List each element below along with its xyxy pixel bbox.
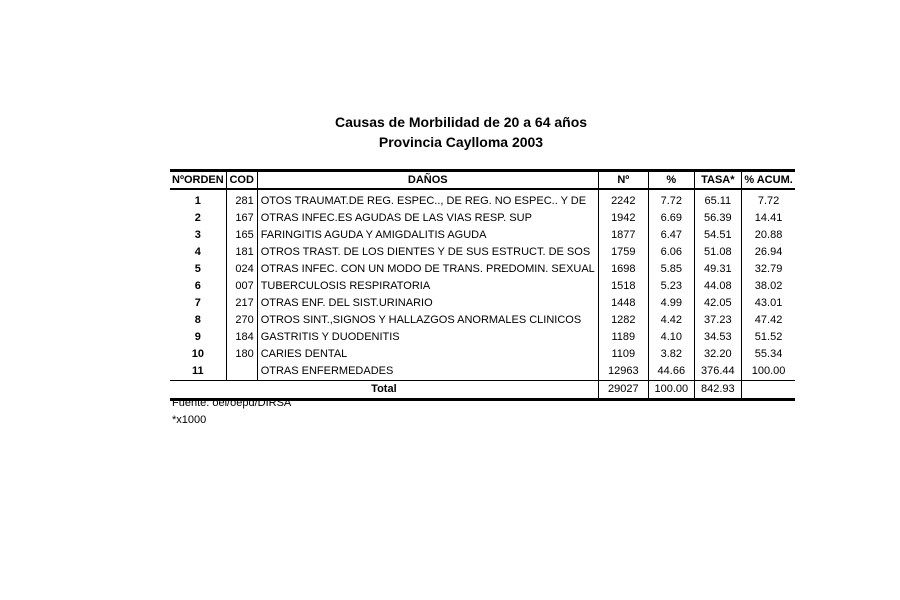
table-row [170,312,795,329]
total-pct: 100.00 [648,381,694,400]
cell-orden: 9 [194,331,201,343]
cell-cod: 007 [226,278,257,295]
cell-acum: 100.00 [741,363,795,381]
cell-orden: 5 [194,263,201,275]
table-row [170,329,795,346]
table-row [170,278,795,295]
cell-orden: 11 [192,365,204,377]
table-row [170,189,795,210]
cell-n: 1877 [598,227,648,244]
table-row [170,346,795,363]
cell-pct: 6.47 [648,227,694,244]
cell-pct: 44.66 [648,363,694,381]
cell-tasa: 34.53 [694,329,741,346]
cell-pct: 4.99 [648,295,694,312]
header-orden: NºORDEN [170,171,226,190]
cell-cod: 184 [226,329,257,346]
header-tasa: TASA* [694,171,741,190]
cell-n: 1942 [598,210,648,227]
cell-danos: OTRAS ENFERMEDADES [257,363,598,381]
cell-acum: 55.34 [741,346,795,363]
cell-tasa: 51.08 [694,244,741,261]
cell-acum: 26.94 [741,244,795,261]
header-danos: DAÑOS [257,171,598,190]
cell-tasa: 49.31 [694,261,741,278]
cell-danos: OTRAS INFEC. CON UN MODO DE TRANS. PREDOMIN. SEXUAL [257,261,598,278]
cell-cod: 281 [226,189,257,210]
cell-acum: 38.02 [741,278,795,295]
morbidity-table [170,169,795,401]
cell-danos: GASTRITIS Y DUODENITIS [257,329,598,346]
cell-cod: 181 [226,244,257,261]
cell-orden: 6 [194,280,201,292]
table-row [170,295,795,312]
cell-n: 1109 [598,346,648,363]
cell-n: 12963 [598,363,648,381]
total-label: Total [170,381,598,400]
cell-acum: 14.41 [741,210,795,227]
cell-danos: OTROS SINT.,SIGNOS Y HALLAZGOS ANORMALES CLINICOS [257,312,598,329]
cell-tasa: 37.23 [694,312,741,329]
cell-orden: 2 [194,212,201,224]
table-row [170,244,795,261]
header-n: Nº [598,171,648,190]
cell-cod: 217 [226,295,257,312]
cell-acum: 51.52 [741,329,795,346]
table-row [170,210,795,227]
cell-orden: 10 [191,348,204,360]
cell-acum: 32.79 [741,261,795,278]
cell-pct: 7.72 [648,189,694,210]
cell-n: 1282 [598,312,648,329]
cell-cod: 180 [226,346,257,363]
cell-pct: 3.82 [648,346,694,363]
total-n: 29027 [598,381,648,400]
cell-orden: 4 [194,246,201,258]
cell-acum: 43.01 [741,295,795,312]
cell-pct: 4.42 [648,312,694,329]
cell-tasa: 54.51 [694,227,741,244]
cell-danos: OTROS TRAST. DE LOS DIENTES Y DE SUS ESTRUCT. DE SOS [257,244,598,261]
cell-danos: FARINGITIS AGUDA Y AMIGDALITIS AGUDA [257,227,598,244]
page-title: Causas de Morbilidad de 20 a 64 años [334,114,588,130]
cell-danos: OTRAS ENF. DEL SIST.URINARIO [257,295,598,312]
cell-danos: OTOS TRAUMAT.DE REG. ESPEC.., DE REG. NO ESPEC.. Y DE [257,189,598,210]
cell-cod: 270 [226,312,257,329]
cell-tasa: 32.20 [694,346,741,363]
cell-orden: 3 [194,229,201,241]
table-row [170,363,795,381]
footnote: *x1000 [172,414,207,426]
table-header [170,171,795,190]
cell-orden: 1 [194,195,201,207]
cell-tasa: 65.11 [694,189,741,210]
cell-cod: 165 [226,227,257,244]
cell-acum: 7.72 [741,189,795,210]
cell-n: 1448 [598,295,648,312]
cell-acum: 47.42 [741,312,795,329]
cell-pct: 5.23 [648,278,694,295]
cell-cod: 167 [226,210,257,227]
cell-tasa: 376.44 [694,363,741,381]
cell-danos: TUBERCULOSIS RESPIRATORIA [257,278,598,295]
cell-acum: 20.88 [741,227,795,244]
cell-tasa: 56.39 [694,210,741,227]
cell-tasa: 42.05 [694,295,741,312]
table-row [170,227,795,244]
cell-n: 1759 [598,244,648,261]
header-acum: % ACUM. [741,171,795,190]
cell-danos: CARIES DENTAL [257,346,598,363]
cell-n: 1698 [598,261,648,278]
cell-n: 1518 [598,278,648,295]
table-row [170,261,795,278]
header-cod: COD [226,171,257,190]
page-subtitle: Provincia Caylloma 2003 [378,134,544,150]
total-acum [741,381,795,400]
cell-pct: 6.69 [648,210,694,227]
cell-pct: 5.85 [648,261,694,278]
cell-n: 1189 [598,329,648,346]
cell-n: 2242 [598,189,648,210]
cell-pct: 4.10 [648,329,694,346]
cell-orden: 7 [194,297,201,309]
cell-pct: 6.06 [648,244,694,261]
source-note: Fuente: oei/oepd/DIRSA [172,397,292,409]
cell-tasa: 44.08 [694,278,741,295]
header-pct: % [648,171,694,190]
cell-danos: OTRAS INFEC.ES AGUDAS DE LAS VIAS RESP. SUP [257,210,598,227]
cell-orden: 8 [194,314,201,326]
total-tasa: 842.93 [694,381,741,400]
cell-cod: 024 [226,261,257,278]
cell-cod [226,363,257,381]
